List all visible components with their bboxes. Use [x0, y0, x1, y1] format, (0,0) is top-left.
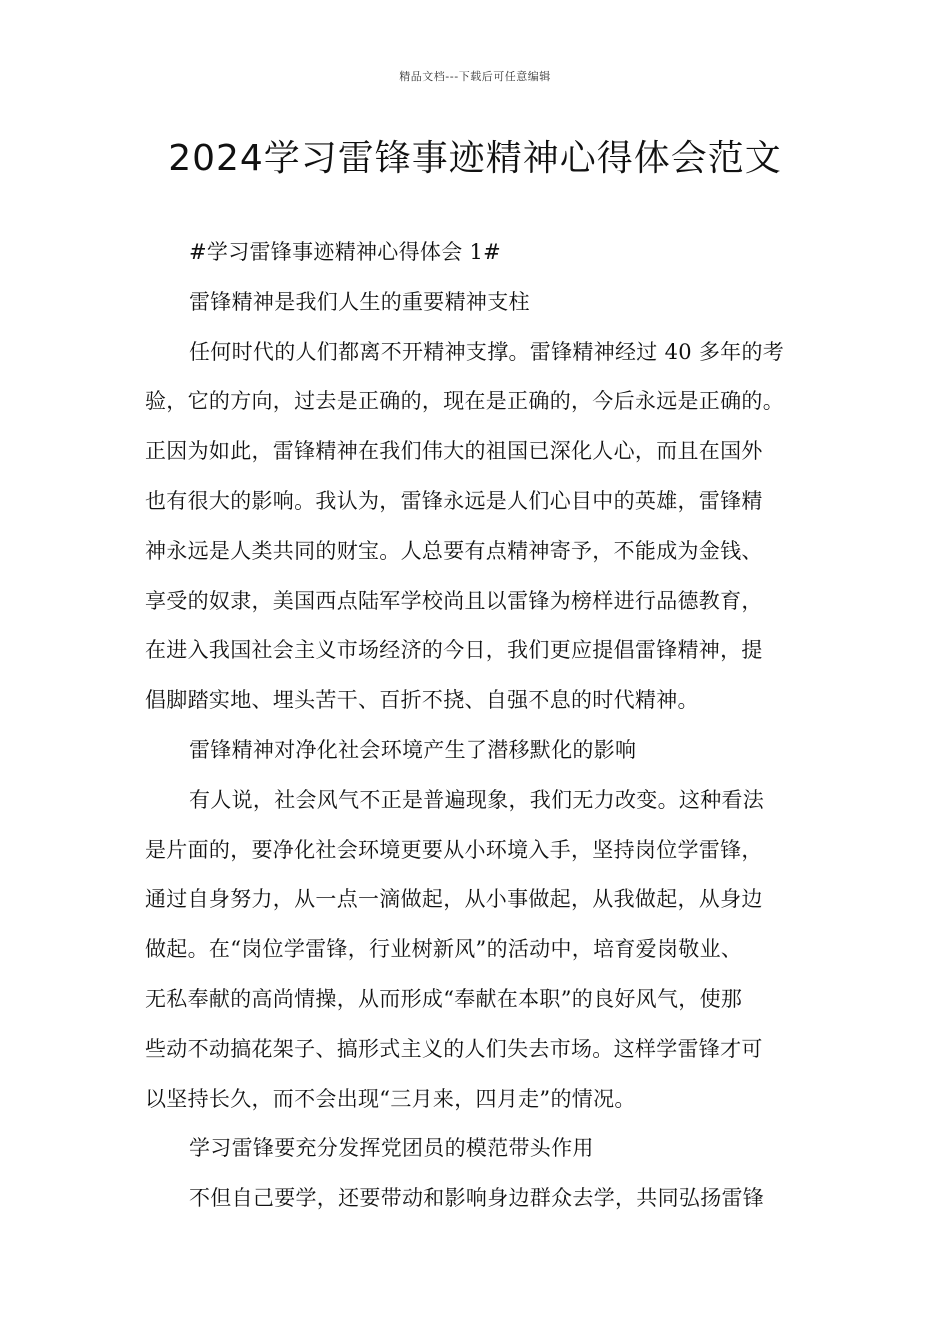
document-body	[145, 228, 809, 1224]
subheading-2: 雷锋精神对净化社会环境产生了潜移默化的影响	[189, 737, 637, 762]
section-heading-1: #学习雷锋事迹精神心得体会 1#	[189, 240, 502, 264]
paragraph-line: 享受的奴隶，美国西点陆军学校尚且以雷锋为榜样进行品德教育，	[145, 588, 763, 613]
paragraph-line: 有人说，社会风气不正是普遍现象，我们无力改变。这种看法	[189, 787, 765, 812]
subheading-1: 雷锋精神是我们人生的重要精神支柱	[189, 289, 530, 314]
paragraph-line: 正因为如此，雷锋精神在我们伟大的祖国已深化人心，而且在国外	[145, 439, 763, 464]
paragraph-line: 倡脚踏实地、埋头苦干、百折不挠、自强不息的时代精神。	[145, 688, 699, 713]
subheading-3: 学习雷锋要充分发挥党团员的模范带头作用	[189, 1136, 594, 1161]
paragraph-line: 在进入我国社会主义市场经济的今日，我们更应提倡雷锋精神，提	[145, 638, 763, 663]
paragraph-line: 不但自己要学，还要带动和影响身边群众去学，共同弘扬雷锋	[189, 1186, 765, 1211]
paragraph-line: 通过自身努力，从一点一滴做起，从小事做起，从我做起，从身边	[145, 887, 763, 912]
page-title: 2024学习雷锋事迹精神心得体会范文	[168, 138, 782, 179]
paragraph-line: 验，它的方向，过去是正确的，现在是正确的，今后永远是正确的。	[145, 389, 784, 414]
paragraph-line: 神永远是人类共同的财宝。人总要有点精神寄予，不能成为金钱、	[145, 538, 763, 563]
paragraph-line: 是片面的，要净化社会环境更要从小环境入手，坚持岗位学雷锋，	[145, 837, 763, 862]
paragraph-line: 做起。在“岗位学雷锋，行业树新风”的活动中，培育爱岗敬业、	[145, 937, 743, 962]
paragraph-line: 任何时代的人们都离不开精神支撑。雷锋精神经过 40 多年的考	[189, 339, 785, 364]
paragraph-line: 些动不动搞花架子、搞形式主义的人们失去市场。这样学雷锋才可	[145, 1036, 763, 1061]
paragraph-line: 以坚持长久，而不会出现“三月来，四月走”的情况。	[145, 1086, 636, 1111]
header-note: 精品文档---下载后可任意编辑	[399, 70, 551, 83]
paragraph-line: 无私奉献的高尚情操，从而形成“奉献在本职”的良好风气，使那	[145, 986, 743, 1011]
paragraph-line: 也有很大的影响。我认为，雷锋永远是人们心目中的英雄，雷锋精	[145, 488, 763, 513]
